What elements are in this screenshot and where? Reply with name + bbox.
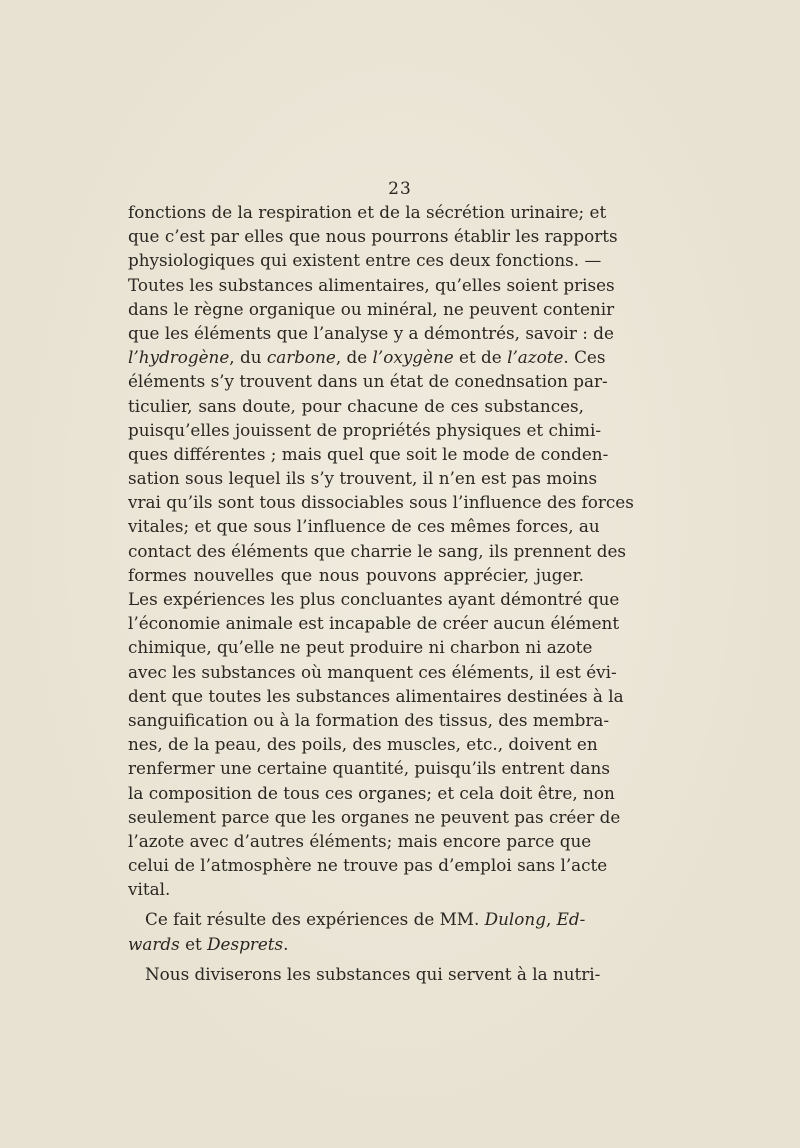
paragraph-end-line: vital.	[128, 879, 171, 900]
text-line-authors: Ce fait résulte des expériences de MM. Dulong, Ed-	[145, 909, 586, 930]
text-line: puisqu’elles jouissent de propriétés physiques et chimi-	[128, 419, 602, 440]
text-line: formes nouvelles que nous pouvons apprécier, juger.	[128, 564, 584, 585]
author-dulong: Dulong	[484, 909, 546, 930]
term-oxygene: l’oxygène	[372, 347, 454, 368]
author-edwards-part2: wards	[128, 933, 180, 954]
text-line: fonctions de la respiration et de la sécrétion urinaire; et	[128, 202, 607, 222]
text-line: sanguification ou à la formation des tissus, des membra-	[128, 709, 610, 730]
term-azote: l’azote	[507, 347, 564, 368]
text-line: ticulier, sans doute, pour chacune de ces substances,	[128, 395, 584, 416]
text-line-elements: l’hydrogène, du carbone, de l’oxygène et de l’azote. Ces	[128, 347, 606, 368]
text-line: contact des éléments que charrie le sang, ils prennent des	[128, 540, 626, 561]
text-line: Nous diviserons les substances qui servent à la nutri-	[145, 963, 601, 984]
text-line: éléments s’y trouvent dans un état de conednsation par-	[128, 371, 608, 392]
author-desprets: Desprets	[207, 933, 284, 954]
text-line: dans le règne organique ou minéral, ne peuvent contenir	[128, 298, 615, 319]
text-line: vrai qu’ils sont tous dissociables sous l’influence des forces	[128, 492, 634, 513]
text-line: dent que toutes les substances alimentaires destinées à la	[128, 685, 624, 706]
text-line: avec les substances où manquent ces éléments, il est évi-	[128, 661, 617, 682]
text-line: chimique, qu’elle ne peut produire ni charbon ni azote	[128, 637, 593, 658]
text-line: Toutes les substances alimentaires, qu’elles soient prises	[128, 274, 615, 295]
text-line: celui de l’atmosphère ne trouve pas d’emploi sans l’acte	[128, 855, 608, 876]
text-line: ques différentes ; mais quel que soit le mode de conden-	[128, 443, 609, 464]
text-line: l’économie animale est incapable de créer aucun élément	[128, 613, 620, 634]
term-hydrogene: l’hydrogène	[128, 347, 230, 368]
page-number: 23	[388, 179, 412, 199]
text-line: nes, de la peau, des poils, des muscles, etc., doivent en	[128, 734, 598, 755]
text-line: physiologiques qui existent entre ces deux fonctions. —	[128, 250, 602, 271]
text-line: renfermer une certaine quantité, puisqu’ils entrent dans	[128, 758, 610, 779]
text-line: que les éléments que l’analyse y a démontrés, savoir : de	[128, 322, 614, 343]
body-text	[128, 200, 634, 986]
text-line: vitales; et que sous l’influence de ces mêmes forces, au	[128, 516, 600, 537]
text-line: sation sous lequel ils s’y trouvent, il n’en est pas moins	[128, 468, 598, 489]
author-edwards-part1: Ed-	[556, 909, 586, 930]
text-line: que c’est par elles que nous pourrons établir les rapports	[128, 226, 618, 247]
text-line: seulement parce que les organes ne peuvent pas créer de	[128, 806, 621, 827]
text-line: la composition de tous ces organes; et cela doit être, non	[128, 782, 615, 803]
text-line: Les expériences les plus concluantes ayant démontré que	[128, 589, 620, 609]
term-carbone: carbone	[266, 347, 336, 368]
text-line-authors: wards et Desprets.	[128, 933, 289, 954]
text-line: l’azote avec d’autres éléments; mais encore parce que	[128, 830, 592, 851]
